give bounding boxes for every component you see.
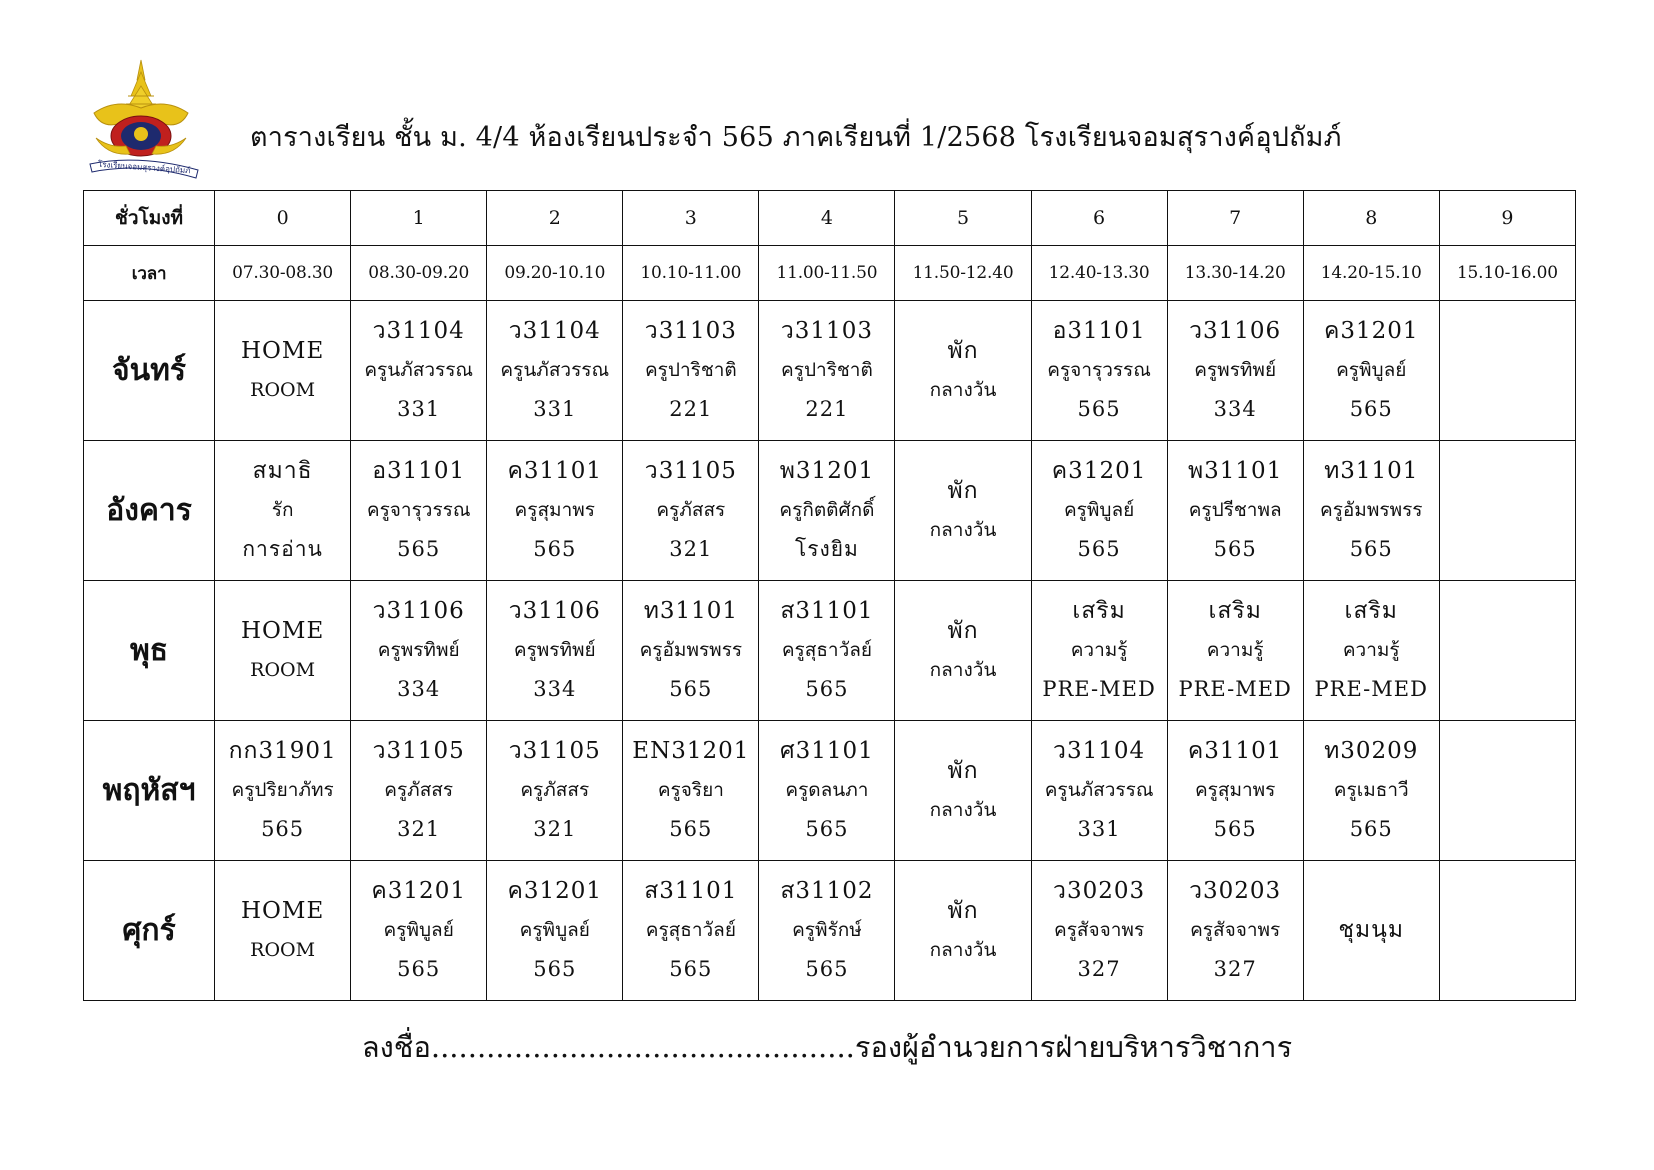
class-cell	[351, 441, 487, 581]
teacher-name: ครูปรีชาพล	[1188, 499, 1282, 521]
subject-code: พ31101	[1188, 458, 1283, 484]
teacher-name: ครูนภัสวรรณ	[1044, 779, 1154, 801]
school-crest-logo	[86, 58, 208, 180]
teacher-name: กลางวัน	[929, 518, 997, 541]
room-number: 334	[397, 677, 441, 701]
time-range: 08.30-09.20	[351, 246, 487, 301]
room-number: PRE-MED	[1178, 677, 1292, 701]
class-cell	[215, 441, 351, 581]
class-cell	[1167, 861, 1303, 1001]
subject-code: ส31101	[780, 598, 874, 624]
class-cell	[895, 721, 1031, 861]
time-range: 13.30-14.20	[1167, 246, 1303, 301]
room-number: 565	[261, 817, 305, 841]
teacher-name: ครูพรทิพย์	[513, 639, 596, 661]
room-number: PRE-MED	[1314, 677, 1428, 701]
room-number: 565	[669, 677, 713, 701]
period-number: 4	[759, 191, 895, 246]
teacher-name: ครูปริยาภัทร	[231, 779, 334, 801]
subject-code: ค31101	[1187, 738, 1283, 764]
room-number: 321	[397, 817, 441, 841]
teacher-name: ครูพิบูลย์	[1063, 499, 1135, 521]
class-cell	[1439, 301, 1575, 441]
room-number: 565	[1349, 397, 1393, 421]
class-cell	[1031, 721, 1167, 861]
subject-code: ค31201	[1323, 318, 1419, 344]
teacher-name: ครูปาริชาติ	[644, 359, 737, 381]
class-cell	[1303, 301, 1439, 441]
class-cell	[1031, 441, 1167, 581]
room-number: PRE-MED	[1042, 677, 1156, 701]
teacher-name: ครูพิบูลย์	[1336, 359, 1407, 381]
subject-code: ว31103	[780, 318, 873, 344]
subject-code: ส31101	[644, 878, 738, 904]
class-cell	[895, 861, 1031, 1001]
class-cell	[895, 301, 1031, 441]
room-number: 565	[1213, 537, 1257, 561]
subject-code: HOME	[240, 897, 325, 924]
teacher-name: ครูจารุวรรณ	[1047, 359, 1151, 381]
teacher-name: ครูภัสสร	[656, 499, 726, 521]
class-cell	[1303, 441, 1439, 581]
subject-code: ศ31101	[780, 738, 874, 764]
subject-code: พัก	[947, 337, 979, 364]
class-cell	[1439, 721, 1575, 861]
room-number: 565	[1077, 397, 1121, 421]
class-cell	[215, 581, 351, 721]
class-cell	[623, 441, 759, 581]
school-crest-icon	[86, 58, 208, 180]
teacher-name: ครูสุมาพร	[1194, 779, 1276, 801]
day-row	[84, 721, 1576, 861]
subject-code: ว31106	[1189, 318, 1282, 344]
teacher-name: รัก	[271, 499, 294, 521]
room-number: 327	[1213, 957, 1257, 981]
time-range: 07.30-08.30	[215, 246, 351, 301]
class-cell	[1031, 861, 1167, 1001]
teacher-name: ครูพิบูลย์	[519, 919, 590, 941]
class-cell	[1167, 721, 1303, 861]
subject-code: ว30203	[1053, 878, 1146, 904]
teacher-name: กลางวัน	[929, 658, 997, 681]
subject-code: ท31101	[643, 598, 739, 624]
subject-code: HOME	[240, 617, 325, 644]
room-number: 331	[1077, 817, 1121, 841]
subject-code: ว31105	[508, 738, 601, 764]
room-number: 565	[1213, 817, 1257, 841]
teacher-name: ครูภัสสร	[384, 779, 454, 801]
subject-code: ท30209	[1324, 738, 1419, 764]
subject-code: ว31106	[372, 598, 465, 624]
room-number: 331	[397, 397, 441, 421]
page-title: ตารางเรียน ชั้น ม. 4/4 ห้องเรียนประจำ 565 ภาคเรียนที่ 1/2568 โรงเรียนจอมสุรางค์อุปถัมภ์	[250, 122, 1342, 153]
subject-code: ว31104	[1053, 738, 1146, 764]
teacher-name: ครูอัมพรพรร	[639, 639, 743, 661]
teacher-name: ครูอัมพรพรร	[1319, 499, 1423, 521]
signature-line: ลงชื่อ..............................................รองผู้อำนวยการฝ่ายบริหารวิชาการ	[361, 1030, 1293, 1064]
class-cell	[487, 721, 623, 861]
subject-code: กก31901	[228, 738, 337, 764]
teacher-name: ครูสุธาวัลย์	[645, 919, 736, 941]
subject-code: ค31201	[371, 878, 466, 904]
subject-code: เสริม	[1072, 598, 1126, 624]
teacher-name: ROOM	[250, 378, 316, 401]
class-cell	[1303, 581, 1439, 721]
subject-code: สมาธิ	[252, 458, 313, 484]
class-cell	[487, 861, 623, 1001]
teacher-name: ROOM	[250, 938, 316, 961]
room-number: 334	[533, 677, 577, 701]
subject-code: อ31101	[1052, 318, 1146, 344]
subject-code: พ31201	[779, 458, 875, 484]
class-cell	[1167, 301, 1303, 441]
time-range: 12.40-13.30	[1031, 246, 1167, 301]
subject-code: อ31101	[372, 458, 466, 484]
period-number: 5	[895, 191, 1031, 246]
class-cell	[623, 721, 759, 861]
day-name: ศุกร์	[84, 861, 215, 1001]
class-cell	[487, 301, 623, 441]
class-cell	[623, 581, 759, 721]
teacher-name: ครูพิรักษ์	[792, 919, 862, 941]
teacher-name: ครูเมธาวี	[1333, 779, 1409, 801]
room-number: 321	[533, 817, 577, 841]
period-number: 2	[487, 191, 623, 246]
period-number: 1	[351, 191, 487, 246]
teacher-name: ความรู้	[1206, 639, 1264, 661]
room-number: 321	[669, 537, 713, 561]
class-cell	[1439, 441, 1575, 581]
room-number: 565	[1349, 537, 1393, 561]
teacher-name: ROOM	[250, 658, 316, 681]
teacher-name: ครูจริยา	[657, 779, 724, 801]
room-number: 565	[805, 957, 849, 981]
time-range: 10.10-11.00	[623, 246, 759, 301]
subject-code: ว31105	[644, 458, 737, 484]
teacher-name: ครูนภัสวรรณ	[500, 359, 610, 381]
class-cell	[759, 721, 895, 861]
teacher-name: ครูภัสสร	[520, 779, 590, 801]
subject-code: ว30203	[1189, 878, 1282, 904]
subject-code: ค31101	[507, 458, 603, 484]
day-name: อังคาร	[84, 441, 215, 581]
room-number: 565	[397, 957, 441, 981]
day-name: พุธ	[84, 581, 215, 721]
class-cell	[351, 861, 487, 1001]
class-cell	[215, 721, 351, 861]
subject-code: ชุมนุม	[1338, 917, 1405, 943]
room-number: 565	[533, 537, 577, 561]
day-name: จันทร์	[84, 301, 215, 441]
teacher-name: ครูนภัสวรรณ	[364, 359, 474, 381]
day-name: พฤหัสฯ	[84, 721, 215, 861]
teacher-name: ครูจารุวรรณ	[366, 499, 471, 521]
room-number: การอ่าน	[242, 537, 323, 561]
class-cell	[1303, 721, 1439, 861]
room-number: 565	[805, 677, 849, 701]
teacher-name: ครูดลนภา	[785, 779, 869, 801]
teacher-name: ครูกิตติศักดิ์	[779, 499, 875, 521]
subject-code: ว31103	[644, 318, 737, 344]
class-cell	[623, 301, 759, 441]
room-number: 565	[669, 957, 713, 981]
class-cell	[1031, 301, 1167, 441]
period-number: 9	[1439, 191, 1575, 246]
subject-code: ว31106	[508, 598, 601, 624]
subject-code: พัก	[947, 617, 979, 644]
subject-code: พัก	[947, 897, 979, 924]
class-cell	[1167, 581, 1303, 721]
room-number: 565	[1349, 817, 1393, 841]
class-cell	[215, 301, 351, 441]
period-number: 7	[1167, 191, 1303, 246]
subject-code: พัก	[947, 757, 979, 784]
class-cell	[1439, 861, 1575, 1001]
room-number: 221	[669, 397, 713, 421]
class-cell	[351, 581, 487, 721]
subject-code: ค31201	[507, 878, 603, 904]
time-label: เวลา	[84, 246, 215, 301]
room-number: 327	[1077, 957, 1121, 981]
room-number: 334	[1213, 397, 1257, 421]
room-number: 565	[805, 817, 849, 841]
teacher-name: กลางวัน	[929, 798, 997, 821]
teacher-name: กลางวัน	[929, 938, 997, 961]
time-header-row	[84, 246, 1576, 301]
class-cell	[759, 581, 895, 721]
period-header-row	[84, 191, 1576, 246]
subject-code: HOME	[240, 337, 325, 364]
teacher-name: ครูปาริชาติ	[781, 359, 873, 381]
class-cell	[1031, 581, 1167, 721]
teacher-name: ครูพรทิพย์	[377, 639, 460, 661]
timetable	[83, 190, 1576, 1001]
subject-code: ส31102	[780, 878, 874, 904]
teacher-name: ครูสัจจาพร	[1053, 919, 1145, 941]
class-cell	[351, 721, 487, 861]
subject-code: ว31105	[372, 738, 465, 764]
time-range: 09.20-10.10	[487, 246, 623, 301]
teacher-name: ครูสุมาพร	[514, 499, 595, 521]
subject-code: เสริม	[1344, 598, 1398, 624]
day-row	[84, 441, 1576, 581]
class-cell	[759, 861, 895, 1001]
class-cell	[895, 581, 1031, 721]
room-number: โรงยิม	[794, 537, 859, 561]
period-label: ชั่วโมงที่	[84, 191, 215, 246]
period-number: 3	[623, 191, 759, 246]
day-row	[84, 861, 1576, 1001]
class-cell	[759, 441, 895, 581]
class-cell	[623, 861, 759, 1001]
subject-code: พัก	[947, 477, 979, 504]
period-number: 6	[1031, 191, 1167, 246]
teacher-name: ครูสุธาวัลย์	[781, 639, 873, 661]
subject-code: ว31104	[372, 318, 465, 344]
class-cell	[487, 441, 623, 581]
room-number: 331	[533, 397, 577, 421]
logo-ribbon-text: โรงเรียนจอมสุรางค์อุปถัมภ์	[97, 159, 191, 176]
subject-code: เสริม	[1208, 598, 1262, 624]
class-cell	[759, 301, 895, 441]
time-range: 14.20-15.10	[1303, 246, 1439, 301]
class-cell	[1439, 581, 1575, 721]
period-number: 0	[215, 191, 351, 246]
period-number: 8	[1303, 191, 1439, 246]
room-number: 565	[669, 817, 713, 841]
class-cell	[1303, 861, 1439, 1001]
time-range: 15.10-16.00	[1439, 246, 1575, 301]
day-row	[84, 581, 1576, 721]
class-cell	[215, 861, 351, 1001]
teacher-name: กลางวัน	[929, 378, 997, 401]
teacher-name: ครูพรทิพย์	[1194, 359, 1277, 381]
teacher-name: ครูพิบูลย์	[383, 919, 454, 941]
subject-code: ท31101	[1324, 458, 1419, 484]
class-cell	[895, 441, 1031, 581]
class-cell	[487, 581, 623, 721]
subject-code: ค31201	[1051, 458, 1147, 484]
room-number: 565	[1077, 537, 1121, 561]
teacher-name: ความรู้	[1070, 639, 1128, 661]
subject-code: EN31201	[632, 738, 750, 764]
room-number: 565	[397, 537, 441, 561]
subject-code: ว31104	[508, 318, 601, 344]
class-cell	[351, 301, 487, 441]
time-range: 11.00-11.50	[759, 246, 895, 301]
class-cell	[1167, 441, 1303, 581]
time-range: 11.50-12.40	[895, 246, 1031, 301]
room-number: 565	[533, 957, 577, 981]
day-row	[84, 301, 1576, 441]
teacher-name: ความรู้	[1342, 639, 1400, 661]
room-number: 221	[805, 397, 849, 421]
teacher-name: ครูสัจจาพร	[1190, 919, 1281, 941]
